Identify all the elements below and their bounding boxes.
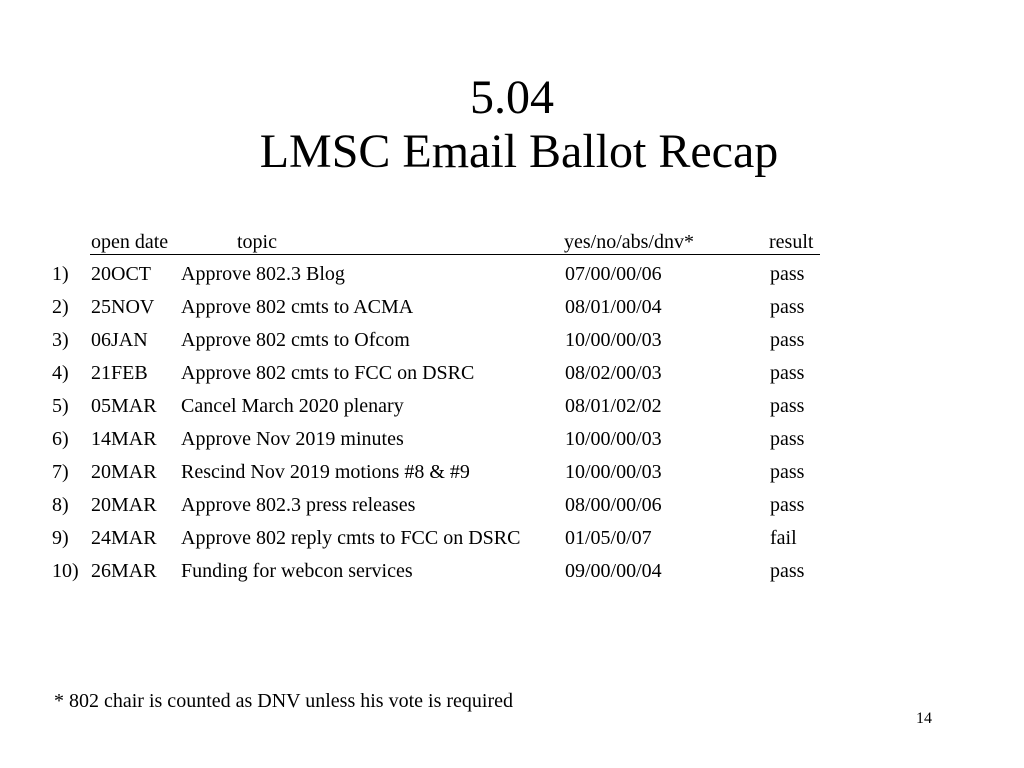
row-number: 1) (52, 263, 69, 285)
row-topic: Approve 802.3 Blog (181, 263, 345, 285)
footnote: * 802 chair is counted as DNV unless his vote is required (54, 690, 513, 712)
row-open-date: 06JAN (91, 329, 148, 351)
row-votes: 07/00/00/06 (565, 263, 662, 285)
table-row (0, 357, 1024, 390)
row-result: fail (770, 527, 797, 549)
row-number: 5) (52, 395, 69, 417)
row-votes: 01/05/0/07 (565, 527, 652, 549)
row-votes: 08/01/00/04 (565, 296, 662, 318)
header-topic: topic (237, 231, 277, 253)
table-row (0, 423, 1024, 456)
row-topic: Approve 802 cmts to FCC on DSRC (181, 362, 475, 384)
row-open-date: 20OCT (91, 263, 151, 285)
row-result: pass (770, 329, 805, 351)
ballot-table (0, 258, 1024, 588)
row-votes: 08/02/00/03 (565, 362, 662, 384)
row-result: pass (770, 560, 805, 582)
row-votes: 10/00/00/03 (565, 461, 662, 483)
row-number: 7) (52, 461, 69, 483)
row-votes: 10/00/00/03 (565, 329, 662, 351)
row-number: 8) (52, 494, 69, 516)
row-topic: Rescind Nov 2019 motions #8 & #9 (181, 461, 470, 483)
row-votes: 08/01/02/02 (565, 395, 662, 417)
table-row (0, 489, 1024, 522)
row-topic: Approve 802 reply cmts to FCC on DSRC (181, 527, 521, 549)
row-topic: Funding for webcon services (181, 560, 413, 582)
row-number: 6) (52, 428, 69, 450)
header-open-date: open date (91, 231, 169, 253)
row-open-date: 26MAR (91, 560, 157, 582)
row-result: pass (770, 395, 805, 417)
row-open-date: 05MAR (91, 395, 157, 417)
table-row (0, 324, 1024, 357)
row-topic: Approve 802 cmts to ACMA (181, 296, 414, 318)
row-topic: Cancel March 2020 plenary (181, 395, 404, 417)
table-row (0, 456, 1024, 489)
header-result: result (769, 231, 814, 253)
title-text: LMSC Email Ballot Recap (259, 125, 779, 178)
table-row (0, 522, 1024, 555)
page-number: 14 (916, 710, 932, 727)
row-result: pass (770, 461, 805, 483)
row-open-date: 20MAR (91, 461, 157, 483)
row-open-date: 20MAR (91, 494, 157, 516)
title-section-number: 5.04 (470, 71, 554, 124)
row-number: 10) (52, 560, 79, 582)
row-topic: Approve 802 cmts to Ofcom (181, 329, 410, 351)
table-row (0, 258, 1024, 291)
table-row (0, 291, 1024, 324)
row-result: pass (770, 494, 805, 516)
row-open-date: 14MAR (91, 428, 157, 450)
row-number: 4) (52, 362, 69, 384)
table-row (0, 390, 1024, 423)
row-result: pass (770, 362, 805, 384)
row-result: pass (770, 296, 805, 318)
row-topic: Approve Nov 2019 minutes (181, 428, 404, 450)
header-votes: yes/no/abs/dnv* (564, 231, 694, 253)
row-votes: 08/00/00/06 (565, 494, 662, 516)
table-row (0, 555, 1024, 588)
row-number: 9) (52, 527, 69, 549)
row-open-date: 24MAR (91, 527, 157, 549)
row-result: pass (770, 428, 805, 450)
row-result: pass (770, 263, 805, 285)
row-number: 2) (52, 296, 69, 318)
row-topic: Approve 802.3 press releases (181, 494, 416, 516)
row-open-date: 21FEB (91, 362, 148, 384)
row-open-date: 25NOV (91, 296, 155, 318)
table-header (90, 230, 820, 255)
row-votes: 10/00/00/03 (565, 428, 662, 450)
row-number: 3) (52, 329, 69, 351)
row-votes: 09/00/00/04 (565, 560, 662, 582)
slide-title (0, 72, 1024, 178)
